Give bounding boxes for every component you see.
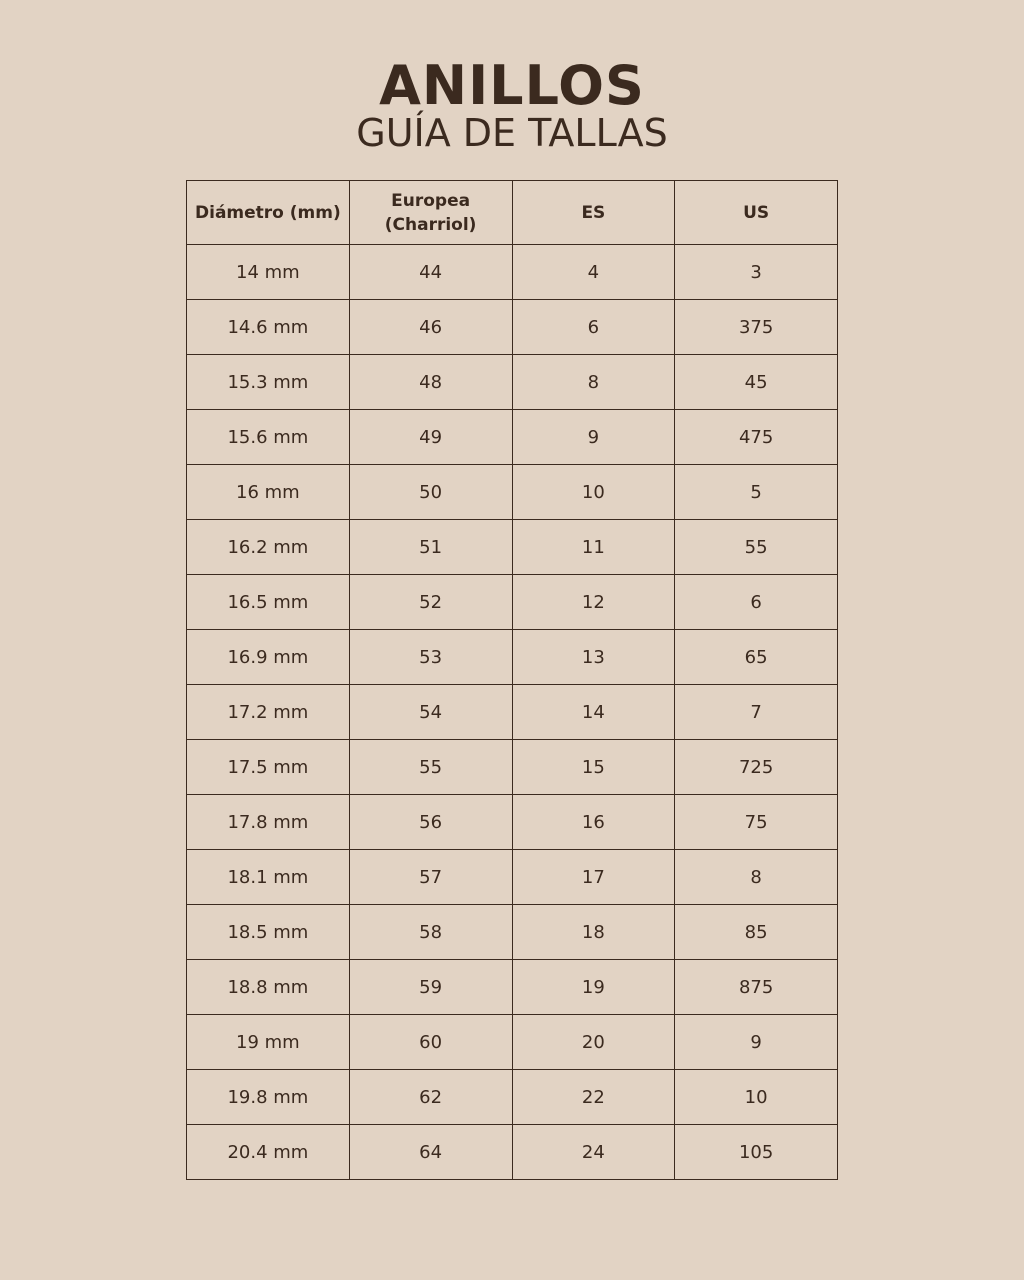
table-cell-european: 55	[349, 740, 512, 795]
column-header-line: US	[743, 202, 770, 223]
table-header	[187, 181, 838, 245]
table-cell-diameter: 19 mm	[187, 1015, 350, 1070]
table-cell-es: 6	[512, 300, 675, 355]
table-row	[187, 630, 838, 685]
table-cell-european: 59	[349, 960, 512, 1015]
table-cell-european: 48	[349, 355, 512, 410]
table-cell-us: 55	[675, 520, 838, 575]
column-header-line: Diámetro (mm)	[195, 202, 341, 223]
table-row	[187, 850, 838, 905]
table-cell-european: 57	[349, 850, 512, 905]
table-cell-us: 45	[675, 355, 838, 410]
column-header-diameter	[187, 181, 350, 245]
table-row	[187, 245, 838, 300]
table-row	[187, 685, 838, 740]
table-cell-diameter: 15.6 mm	[187, 410, 350, 465]
table-cell-es: 4	[512, 245, 675, 300]
table-cell-diameter: 19.8 mm	[187, 1070, 350, 1125]
table-cell-diameter: 14.6 mm	[187, 300, 350, 355]
table-cell-es: 14	[512, 685, 675, 740]
table-row	[187, 520, 838, 575]
table-cell-es: 19	[512, 960, 675, 1015]
table-cell-us: 875	[675, 960, 838, 1015]
column-header-line: (Charriol)	[384, 214, 477, 235]
table-cell-diameter: 20.4 mm	[187, 1125, 350, 1180]
table-cell-diameter: 17.8 mm	[187, 795, 350, 850]
table-cell-us: 3	[675, 245, 838, 300]
table-cell-diameter: 16.9 mm	[187, 630, 350, 685]
table-body	[187, 245, 838, 1180]
table-row	[187, 795, 838, 850]
table-cell-european: 58	[349, 905, 512, 960]
table-cell-european: 64	[349, 1125, 512, 1180]
table-cell-european: 56	[349, 795, 512, 850]
table-cell-european: 44	[349, 245, 512, 300]
table-cell-es: 9	[512, 410, 675, 465]
table-cell-diameter: 18.5 mm	[187, 905, 350, 960]
table-header-row	[187, 181, 838, 245]
table-cell-us: 9	[675, 1015, 838, 1070]
table-cell-diameter: 17.5 mm	[187, 740, 350, 795]
table-cell-us: 5	[675, 465, 838, 520]
table-row	[187, 465, 838, 520]
table-cell-es: 18	[512, 905, 675, 960]
table-cell-european: 53	[349, 630, 512, 685]
table-cell-diameter: 16.5 mm	[187, 575, 350, 630]
table-cell-diameter: 14 mm	[187, 245, 350, 300]
table-row	[187, 905, 838, 960]
page-title: ANILLOS	[379, 54, 645, 117]
table-cell-es: 15	[512, 740, 675, 795]
table-cell-es: 8	[512, 355, 675, 410]
table-cell-es: 20	[512, 1015, 675, 1070]
column-header-line: ES	[581, 202, 606, 223]
page-subtitle: GUÍA DE TALLAS	[356, 111, 668, 155]
table-cell-diameter: 18.1 mm	[187, 850, 350, 905]
table-cell-us: 105	[675, 1125, 838, 1180]
table-cell-european: 46	[349, 300, 512, 355]
table-cell-es: 22	[512, 1070, 675, 1125]
table-cell-diameter: 17.2 mm	[187, 685, 350, 740]
table-row	[187, 355, 838, 410]
column-header-us	[675, 181, 838, 245]
table-cell-us: 725	[675, 740, 838, 795]
table-cell-european: 60	[349, 1015, 512, 1070]
table-row	[187, 300, 838, 355]
table-cell-us: 375	[675, 300, 838, 355]
table-cell-es: 17	[512, 850, 675, 905]
table-row	[187, 410, 838, 465]
table-cell-european: 50	[349, 465, 512, 520]
column-header-line: Europea	[391, 190, 471, 211]
table-cell-us: 475	[675, 410, 838, 465]
table-cell-us: 8	[675, 850, 838, 905]
table-row	[187, 740, 838, 795]
table-cell-es: 13	[512, 630, 675, 685]
table-cell-us: 10	[675, 1070, 838, 1125]
column-header-european	[349, 181, 512, 245]
table-cell-european: 49	[349, 410, 512, 465]
table-row	[187, 960, 838, 1015]
table-cell-us: 85	[675, 905, 838, 960]
table-cell-es: 11	[512, 520, 675, 575]
table-cell-diameter: 16.2 mm	[187, 520, 350, 575]
column-header-es	[512, 181, 675, 245]
table-row	[187, 575, 838, 630]
table-cell-us: 6	[675, 575, 838, 630]
table-row	[187, 1125, 838, 1180]
table-cell-es: 24	[512, 1125, 675, 1180]
table-row	[187, 1070, 838, 1125]
table-row	[187, 1015, 838, 1070]
size-table	[186, 180, 838, 1180]
table-cell-es: 12	[512, 575, 675, 630]
table-cell-us: 7	[675, 685, 838, 740]
table-cell-european: 62	[349, 1070, 512, 1125]
table-cell-diameter: 16 mm	[187, 465, 350, 520]
table-cell-diameter: 18.8 mm	[187, 960, 350, 1015]
table-cell-european: 54	[349, 685, 512, 740]
table-cell-us: 65	[675, 630, 838, 685]
table-cell-us: 75	[675, 795, 838, 850]
table-cell-european: 51	[349, 520, 512, 575]
table-cell-diameter: 15.3 mm	[187, 355, 350, 410]
table-cell-es: 16	[512, 795, 675, 850]
table-cell-european: 52	[349, 575, 512, 630]
table-cell-es: 10	[512, 465, 675, 520]
